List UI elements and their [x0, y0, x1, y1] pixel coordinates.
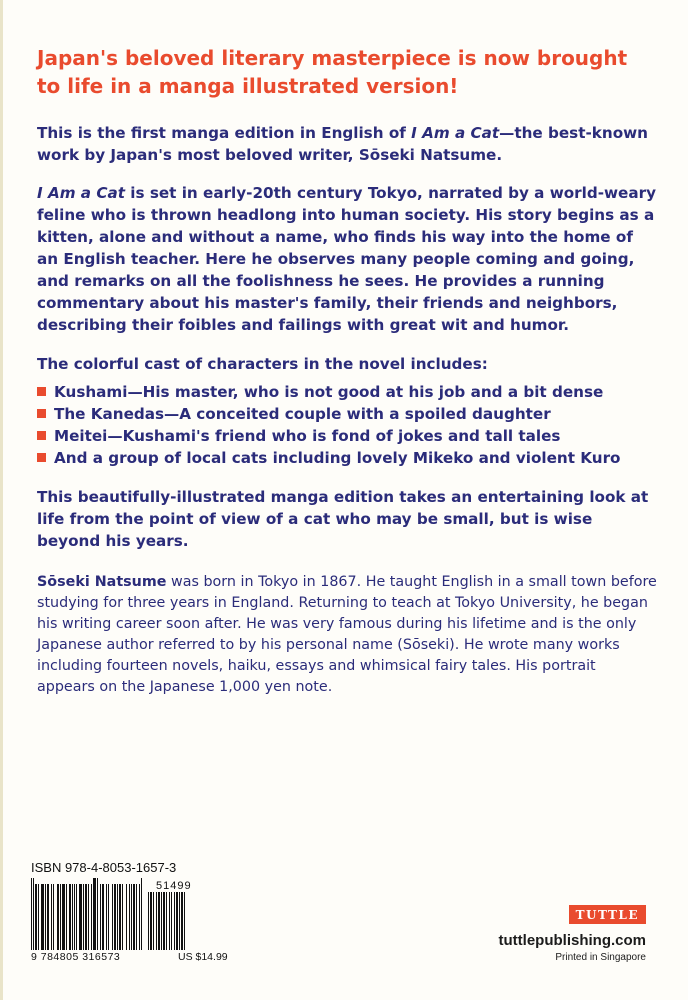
barcode-bar [85, 884, 87, 950]
ean-barcode [31, 878, 143, 950]
barcode-bar [119, 884, 121, 950]
addon-code: 51499 [156, 880, 192, 892]
barcode-bar [156, 892, 157, 950]
barcode-block [31, 861, 231, 963]
barcode-bar [169, 892, 170, 950]
bullet-square-icon [37, 431, 46, 440]
cast-item-text: Meitei—Kushami's friend who is fond of jokes and tall tales [54, 427, 561, 445]
cast-item-text: The Kanedas—A conceited couple with a spoiled daughter [54, 405, 551, 423]
barcode-digits: 9 784805 316573 [31, 951, 121, 963]
publisher-website: tuttlepublishing.com [498, 932, 646, 949]
cast-item-text: And a group of local cats including lovely Mikeko and violent Kuro [54, 449, 621, 467]
barcode-bar [33, 878, 34, 950]
cast-item-kanedas [37, 403, 657, 425]
barcode-bar [60, 884, 61, 950]
barcode-bar [158, 892, 160, 950]
isbn-label: ISBN 978-4-8053-1657-3 [31, 860, 177, 875]
addon-barcode [148, 892, 192, 950]
barcode-bar [53, 884, 54, 950]
barcode-bar [66, 884, 67, 950]
barcode-bar [79, 884, 82, 950]
barcode-bar [112, 884, 113, 950]
barcode-bar [129, 884, 130, 950]
barcode-bar [57, 884, 59, 950]
author-name: Sōseki Natsume [37, 574, 167, 590]
intro-paragraph [37, 122, 657, 166]
barcode-bar [91, 884, 92, 950]
barcode-bar [153, 892, 154, 950]
cast-item-cats [37, 447, 657, 469]
author-bio [37, 572, 657, 698]
cast-item-meitei [37, 425, 657, 447]
tuttle-logo: TUTTLE [569, 905, 646, 924]
barcode-bar [72, 884, 73, 950]
bullet-square-icon [37, 409, 46, 418]
barcode-bar [184, 892, 185, 950]
headline [37, 44, 657, 100]
cast-list [37, 381, 657, 469]
barcode-bar [76, 884, 77, 950]
headline-line-2: to life in a manga illustrated version! [37, 74, 459, 98]
book-spine-edge [0, 0, 3, 1000]
barcode-bar [148, 892, 149, 950]
barcode-bar [174, 892, 175, 950]
barcode-bar [114, 884, 116, 950]
price-label: US $14.99 [178, 951, 228, 963]
barcode-bar [179, 892, 180, 950]
barcode-bar [161, 892, 162, 950]
barcode-bar [47, 884, 49, 950]
barcode-bar [163, 892, 165, 950]
synopsis-book-title: I Am a Cat [37, 184, 125, 202]
intro-text-start: This is the first manga edition in English of [37, 124, 412, 142]
barcode-bar [122, 884, 123, 950]
barcode-bar [106, 884, 107, 950]
barcode-bar [171, 892, 172, 950]
barcode-bar [51, 884, 52, 950]
synopsis-text: is set in early-20th century Tokyo, narrated by a world-weary feline who is thrown headlong into human society. His story begins as a kitten, alone and without a name, who finds his way into the home of an English teacher. Here he observes many people coming and going, and remarks on all the foolishness he sees. He provides a running commentary about his master's family, their friends and neighbors, describing their foibles and failings with great wit and humor. [37, 184, 656, 334]
barcode-bar [126, 884, 127, 950]
author-bio-text: was born in Tokyo in 1867. He taught English in a small town before studying for three years in England. Returning to teach at Tokyo University, he began his writing career soon after. He was very famous during his lifetime and is the only Japanese author referred to by his personal name (Sōseki). He wrote many works including fourteen novels, haiku, essays and whimsical fairy tales. His portrait appears on the Japanese 1,000 yen note. [37, 574, 657, 695]
barcode-bar [31, 878, 32, 950]
barcode-bar [88, 884, 89, 950]
barcode-bar [150, 892, 152, 950]
barcode-bar [131, 884, 132, 950]
cast-item-text: Kushami—His master, who is not good at his job and a bit dense [54, 383, 604, 401]
barcode-bar [141, 878, 142, 950]
cast-item-kushami [37, 381, 657, 403]
barcode-bar [176, 892, 178, 950]
barcode-bar [117, 884, 118, 950]
publisher-block [499, 904, 647, 963]
closing-paragraph: This beautifully-illustrated manga edition takes an entertaining look at life from the point of view of a cat who may be small, but is wise beyond his years. [37, 488, 649, 550]
barcode-bar [83, 884, 84, 950]
barcode-bar [62, 884, 65, 950]
barcode-bar [93, 878, 96, 950]
barcode-bar [74, 884, 75, 950]
barcode-bar [136, 884, 137, 950]
intro-book-title: I Am a Cat [411, 124, 500, 142]
back-cover-text [37, 44, 657, 698]
barcode-bar [69, 884, 71, 950]
bullet-square-icon [37, 453, 46, 462]
cast-intro: The colorful cast of characters in the novel includes: [37, 355, 488, 373]
barcode-bar [102, 884, 104, 950]
synopsis-paragraph [37, 182, 657, 336]
barcode-bar [108, 884, 109, 950]
barcode-bar [38, 884, 39, 950]
intro-text-end: —the best-known work by Japan's most beloved writer, Sōseki Natsume. [37, 124, 648, 164]
barcode-bar [139, 884, 140, 950]
barcode-bar [100, 884, 101, 950]
headline-line-1: Japan's beloved literary masterpiece is now brought [37, 46, 628, 70]
bullet-square-icon [37, 387, 46, 396]
barcode-bar [41, 884, 44, 950]
barcode-bar [181, 892, 183, 950]
barcode-bar [97, 878, 98, 950]
printed-in: Printed in Singapore [555, 952, 646, 963]
barcode-bar [133, 884, 135, 950]
barcode-bar [166, 892, 167, 950]
barcode-bar [45, 884, 46, 950]
barcode-bar [35, 884, 37, 950]
